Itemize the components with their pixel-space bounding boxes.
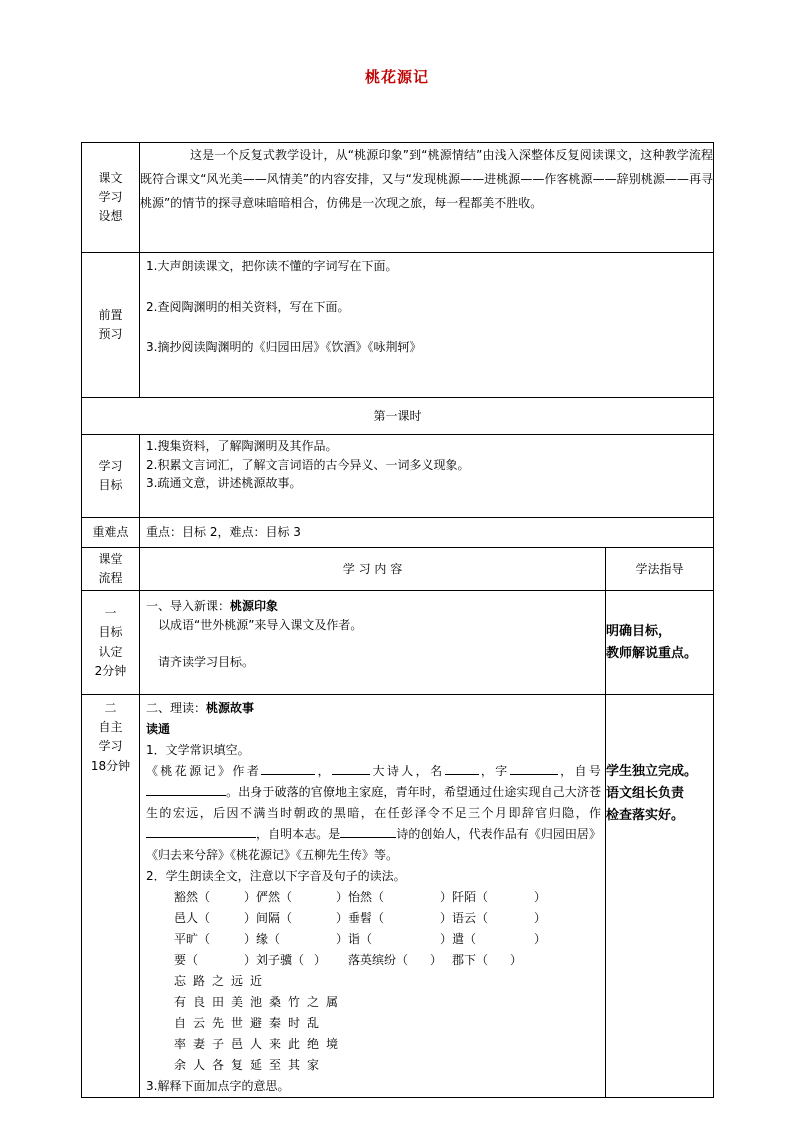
- preview-label: 前置 预习: [82, 253, 140, 398]
- pronunciation-row: 要（ ） 刘子骥（ ） 落英缤纷（ ） 郡下（ ）: [174, 953, 523, 967]
- stage2-row: [82, 695, 714, 1098]
- preview-item: 1.大声朗读课文，把你读不懂的字词写在下面。: [146, 259, 398, 273]
- stage1-heading: 一、导入新课：桃源印象: [146, 599, 279, 613]
- goals-label: 学习 目标: [82, 435, 140, 518]
- key-points-text: 重点：目标 2，难点：目标 3: [140, 518, 714, 548]
- stage2-guide: 学生独立完成。 语文组长负责 检查落实好。: [606, 695, 714, 1098]
- q1-paragraph: 《桃花源记》作者 ， 大诗人，名 ，字 ，自号。出身于破落的官僚地主家庭，青年时，希望通过仕途实现自己大济苍生的宏远，后因不满当时朝政的黑暗，在任彭泽令不足三个月即辞官归隐，作，自明本志。是 诗的创始人，代表作品有《归园田居》《归去来兮辞》《桃花源记》《五柳先生传》等。: [146, 764, 601, 862]
- key-points-row: [82, 518, 714, 548]
- stage1-line: 以成语“世外桃源”来导入课文及作者。: [158, 617, 363, 632]
- content-header: 学 习 内 容: [140, 548, 606, 591]
- pronunciation-row: 邑人（ ） 间隔（ ） 垂髫（ ） 语云（ ）: [174, 911, 546, 925]
- stage1-guide: 明确目标， 教师解说重点。: [606, 591, 714, 695]
- phrase-line: 有良田美池桑竹之属: [174, 995, 346, 1009]
- phrase-line: 率妻子邑人来此绝境: [174, 1037, 346, 1051]
- design-row: [82, 143, 714, 253]
- preview-row: [82, 253, 714, 398]
- pronunciation-table: [174, 887, 546, 971]
- column-header-row: [82, 548, 714, 591]
- stage1-label: 一 目标 认定 2分钟: [82, 591, 140, 695]
- phrase-line: 余人各复延至其家: [174, 1058, 327, 1072]
- pronunciation-row: 豁然（ ） 俨然（ ） 怡然（ ） 阡陌（ ）: [174, 890, 546, 904]
- pen-name-blank[interactable]: [146, 783, 226, 796]
- poetry-type-blank[interactable]: [340, 825, 396, 838]
- courtesy-name-blank[interactable]: [510, 762, 558, 775]
- process-header: 课堂 流程: [82, 548, 140, 591]
- q1-title: 1．文学常识填空。: [146, 743, 250, 757]
- phrase-line: 忘路之远近: [174, 974, 270, 988]
- stage1-content: [140, 591, 606, 695]
- design-label: 课文 学习 设想: [82, 143, 140, 253]
- stage1-line: 请齐读学习目标。: [158, 655, 255, 670]
- lesson-plan-table: [81, 142, 714, 1098]
- stage1-row: [82, 591, 714, 695]
- method-header: 学法指导: [606, 548, 714, 591]
- work-blank[interactable]: [146, 825, 256, 838]
- stage2-label: 二 自主 学习 18分钟: [82, 695, 140, 1098]
- pronunciation-row: 平旷（ ） 缘（ ） 诣（ ） 遣（ ）: [174, 932, 546, 946]
- preview-item: 3.摘抄阅读陶渊明的《归园田居》《饮酒》《咏荆轲》: [146, 340, 422, 355]
- goals-content: [140, 435, 714, 518]
- q2-title: 2．学生朗读全文，注意以下字音及句子的读法。: [146, 869, 406, 883]
- stage2-subheading: 读通: [146, 722, 171, 736]
- preview-content: [140, 253, 714, 398]
- goal-item: 1.搜集资料，了解陶渊明及其作品。: [146, 439, 338, 453]
- goal-item: 3.疏通文意，讲述桃源故事。: [146, 476, 302, 491]
- stage2-heading: 二、理读：桃源故事: [146, 701, 255, 715]
- lesson-heading: 第一课时: [82, 398, 714, 435]
- key-points-label: 重难点: [82, 518, 140, 548]
- design-text: 这是一个反复式教学设计，从“桃源印象”到“桃源情结”由浅入深整体反复阅读课文，这种教学流程既符合课文“风光美——风情美”的内容安排，又与“发现桃源——进桃源——作客桃源——辞别桃源——再寻桃源”的情节的探寻意味暗暗相合，仿佛是一次现之旅，每一程都美不胜收。: [140, 143, 714, 253]
- name-blank[interactable]: [445, 762, 479, 775]
- stage2-content: [140, 695, 606, 1098]
- preview-item: 2.查阅陶渊明的相关资料，写在下面。: [146, 299, 350, 314]
- lesson-heading-row: [82, 398, 714, 435]
- goals-row: [82, 435, 714, 518]
- goal-item: 2.积累文言词汇，了解文言词语的古今异义、一词多义现象。: [146, 457, 470, 472]
- author-blank[interactable]: [261, 762, 315, 775]
- page-title: 桃花源记: [364, 68, 429, 86]
- era-blank[interactable]: [332, 762, 370, 775]
- phrase-line: 自云先世避秦时乱: [174, 1016, 327, 1030]
- q3-title: 3.解释下面加点字的意思。: [146, 1079, 290, 1093]
